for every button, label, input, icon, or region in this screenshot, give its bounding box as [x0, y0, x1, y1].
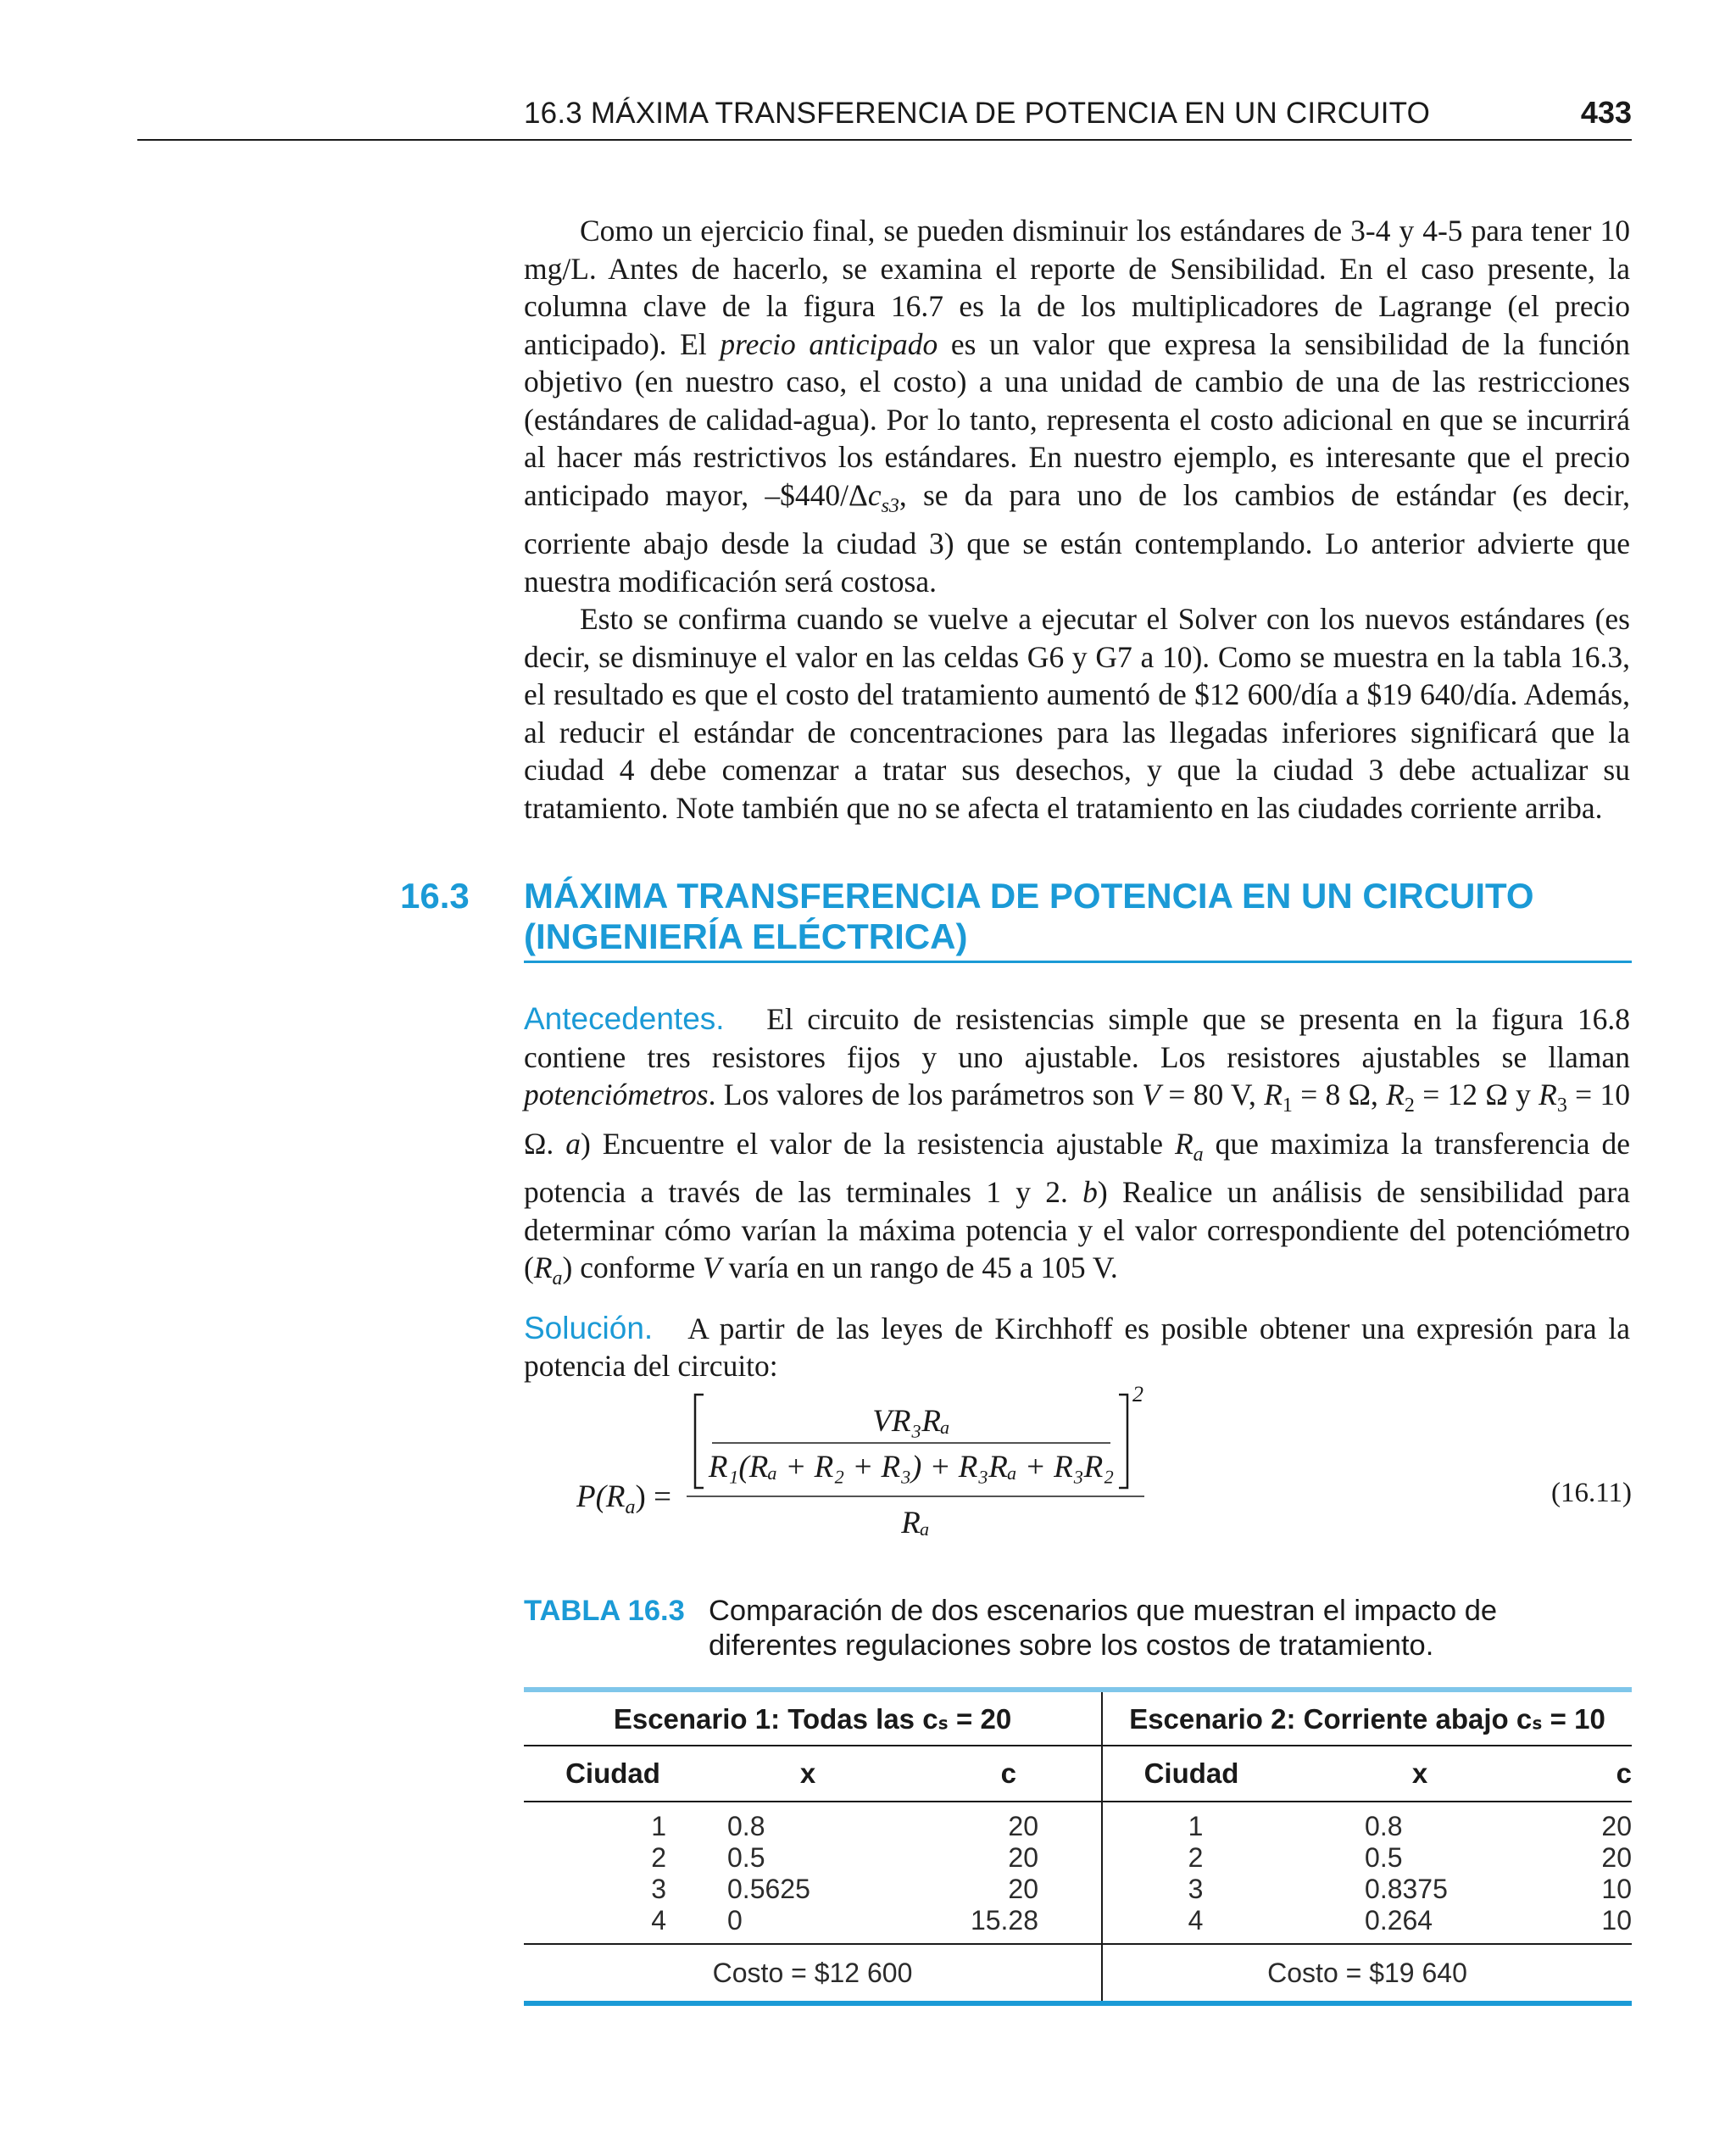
cost-scenario-2: Costo = $19 640 [1102, 1944, 1632, 2001]
inner-denominator: R₁(Rₐ + R₂ + R₃) + R₃Rₐ + R₃R₂ [708, 1450, 1115, 1484]
cell-c: 10 [1601, 1905, 1633, 1936]
cell-c: 20 [914, 1874, 1102, 1905]
cell-x: 0.5625 [727, 1874, 810, 1904]
antecedentes-paragraph: Antecedentes. El circuito de resistencias simple que se presenta en la figura 16.8 contiene tres resistores fijos y uno ajustable. Los resistores ajustables se llaman potenciómetros. Los valores de los parámetros son V = 80 V, $R_1 = 8$ Ω, $R_2 = 12$ Ω y $R_3 = 10$ Ω. a) Encuentre el valor de la resistencia ajustable $R_a$ que maximiza la transferencia de potencia a través de las terminales 1 y 2. b) Realice un análisis de sensibilidad para determinar cómo varían la máxima potencia y el valor correspondiente del potenciómetro $(R_a)$ conforme V varía en un rango de 45 a 105 V. [524, 1001, 1631, 1290]
table-bottom-rule [524, 2001, 1632, 2006]
col-header-x: x [1280, 1746, 1492, 1802]
cost-scenario-1: Costo = $12 600 [524, 1944, 1102, 2001]
cell-x: 0.8 [727, 1811, 765, 1841]
cell-c: 20 [1601, 1842, 1633, 1873]
table-label: TABLA 16.3 [524, 1595, 685, 1627]
scenario-header-row [524, 1692, 1632, 1746]
section-number: 16.3 [400, 876, 470, 916]
cell-x: 0 [727, 1905, 743, 1936]
cell-x: 0.8 [1365, 1811, 1403, 1841]
solucion-paragraph: Solución. A partir de las leyes de Kirchhoff es posible obtener una expresión para la potencia del circuito: [524, 1310, 1630, 1384]
cell-c: 10 [1601, 1874, 1633, 1904]
antecedentes-label: Antecedentes. [524, 1001, 725, 1036]
cell-x: 0.264 [1365, 1905, 1433, 1936]
table-row [524, 1874, 1632, 1905]
cell-c: 20 [1601, 1811, 1633, 1841]
column-header-row [524, 1746, 1632, 1802]
cell-ciudad: 2 [1188, 1842, 1204, 1873]
cell-x: 0.5 [727, 1842, 765, 1873]
cell-ciudad: 1 [1188, 1811, 1204, 1841]
table-row [524, 1905, 1632, 1944]
cell-ciudad: 3 [1188, 1874, 1204, 1904]
col-header-x: x [702, 1746, 914, 1802]
cell-ciudad: 2 [651, 1842, 666, 1873]
cost-row [524, 1944, 1632, 2001]
cell-c: 20 [914, 1842, 1102, 1874]
right-bracket [1119, 1395, 1127, 1488]
table-row [524, 1842, 1632, 1874]
section-title: MÁXIMA TRANSFERENCIA DE POTENCIA EN UN CIRCUITO (INGENIERÍA ELÉCTRICA) [524, 876, 1632, 963]
col-header-c: c [914, 1746, 1102, 1802]
scenario-2-header: Escenario 2: Corriente abajo cₛ = 10 [1102, 1692, 1632, 1746]
paragraph-2: Esto se confirma cuando se vuelve a ejecutar el Solver con los nuevos estándares (es decir, se disminuye el valor en las celdas G6 y G7 a 10). Como se muestra en la tabla 16.3, el resultado es que el costo del tratamiento aumentó de $12 600/día a $19 640/día. Además, al reducir el estándar de concentraciones para las llegadas inferiores significará que la ciudad 4 debe comenzar a tratar sus desechos, y que la ciudad 3 debe actualizar su tratamiento. Note también que no se afecta el tratamiento en las ciudades corriente arriba. [524, 602, 1630, 825]
left-bracket [695, 1395, 704, 1488]
cell-ciudad: 4 [1188, 1905, 1204, 1936]
running-title: 16.3 MÁXIMA TRANSFERENCIA DE POTENCIA EN UN CIRCUITO [524, 97, 1431, 130]
equation-number: (16.11) [1550, 1478, 1632, 1508]
cell-c: 15.28 [914, 1905, 1102, 1944]
running-header [137, 95, 1632, 141]
solucion-label: Solución. [524, 1310, 654, 1345]
cell-c: 20 [914, 1802, 1102, 1842]
col-header-ciudad: Ciudad [1102, 1746, 1280, 1802]
col-header-ciudad: Ciudad [524, 1746, 702, 1802]
problem-text [524, 1000, 1630, 1385]
intro-text [524, 212, 1630, 827]
col-header-c: c [1492, 1746, 1632, 1802]
cell-ciudad: 1 [651, 1811, 666, 1841]
outer-denominator: Rₐ [901, 1506, 930, 1540]
paragraph-1: Como un ejercicio final, se pueden disminuir los estándares de 3-4 y 4-5 para tener 10 mg/L. Antes de hacerlo, se examina el reporte de Sensibilidad. En el caso presente, la columna clave de la figura 16.7 es la de los multiplicadores de Lagrange (el precio anticipado). El precio anticipado es un valor que expresa la sensibilidad de la función objetivo (en nuestro caso, el costo) a una unidad de cambio de una de las restricciones (estándares de calidad-agua). Por lo tanto, representa el costo adicional en que se incurrirá al hacer más restrictivos los estándares. En nuestro ejemplo, es interesante que el precio anticipado mayor, $-\$440/\Delta c_{s3}$, se da para uno de los cambios de estándar (es decir, corriente abajo desde la ciudad 3) que se están contemplando. Lo anterior advierte que nuestra modificación será costosa. [524, 214, 1630, 599]
equation-lhs: $P(R_a)$ = [576, 1479, 671, 1518]
cell-ciudad: 4 [651, 1905, 666, 1936]
cell-x: 0.8375 [1365, 1874, 1448, 1904]
table-row [524, 1802, 1632, 1842]
scenario-1-header: Escenario 1: Todas las cₛ = 20 [524, 1692, 1102, 1746]
exponent: 2 [1132, 1382, 1143, 1406]
table-caption-text: Comparación de dos escenarios que muestran el impacto de diferentes regulaciones sobre los costos de tratamiento. [709, 1595, 1498, 1662]
scenario-table [524, 1687, 1632, 2006]
page-number: 433 [1580, 95, 1632, 130]
equation-16-11 [576, 1378, 1632, 1547]
cell-ciudad: 3 [651, 1874, 666, 1904]
cell-x: 0.5 [1365, 1842, 1403, 1873]
inner-numerator: VR₃Rₐ [872, 1404, 950, 1439]
equation-graphic [576, 1378, 1187, 1547]
